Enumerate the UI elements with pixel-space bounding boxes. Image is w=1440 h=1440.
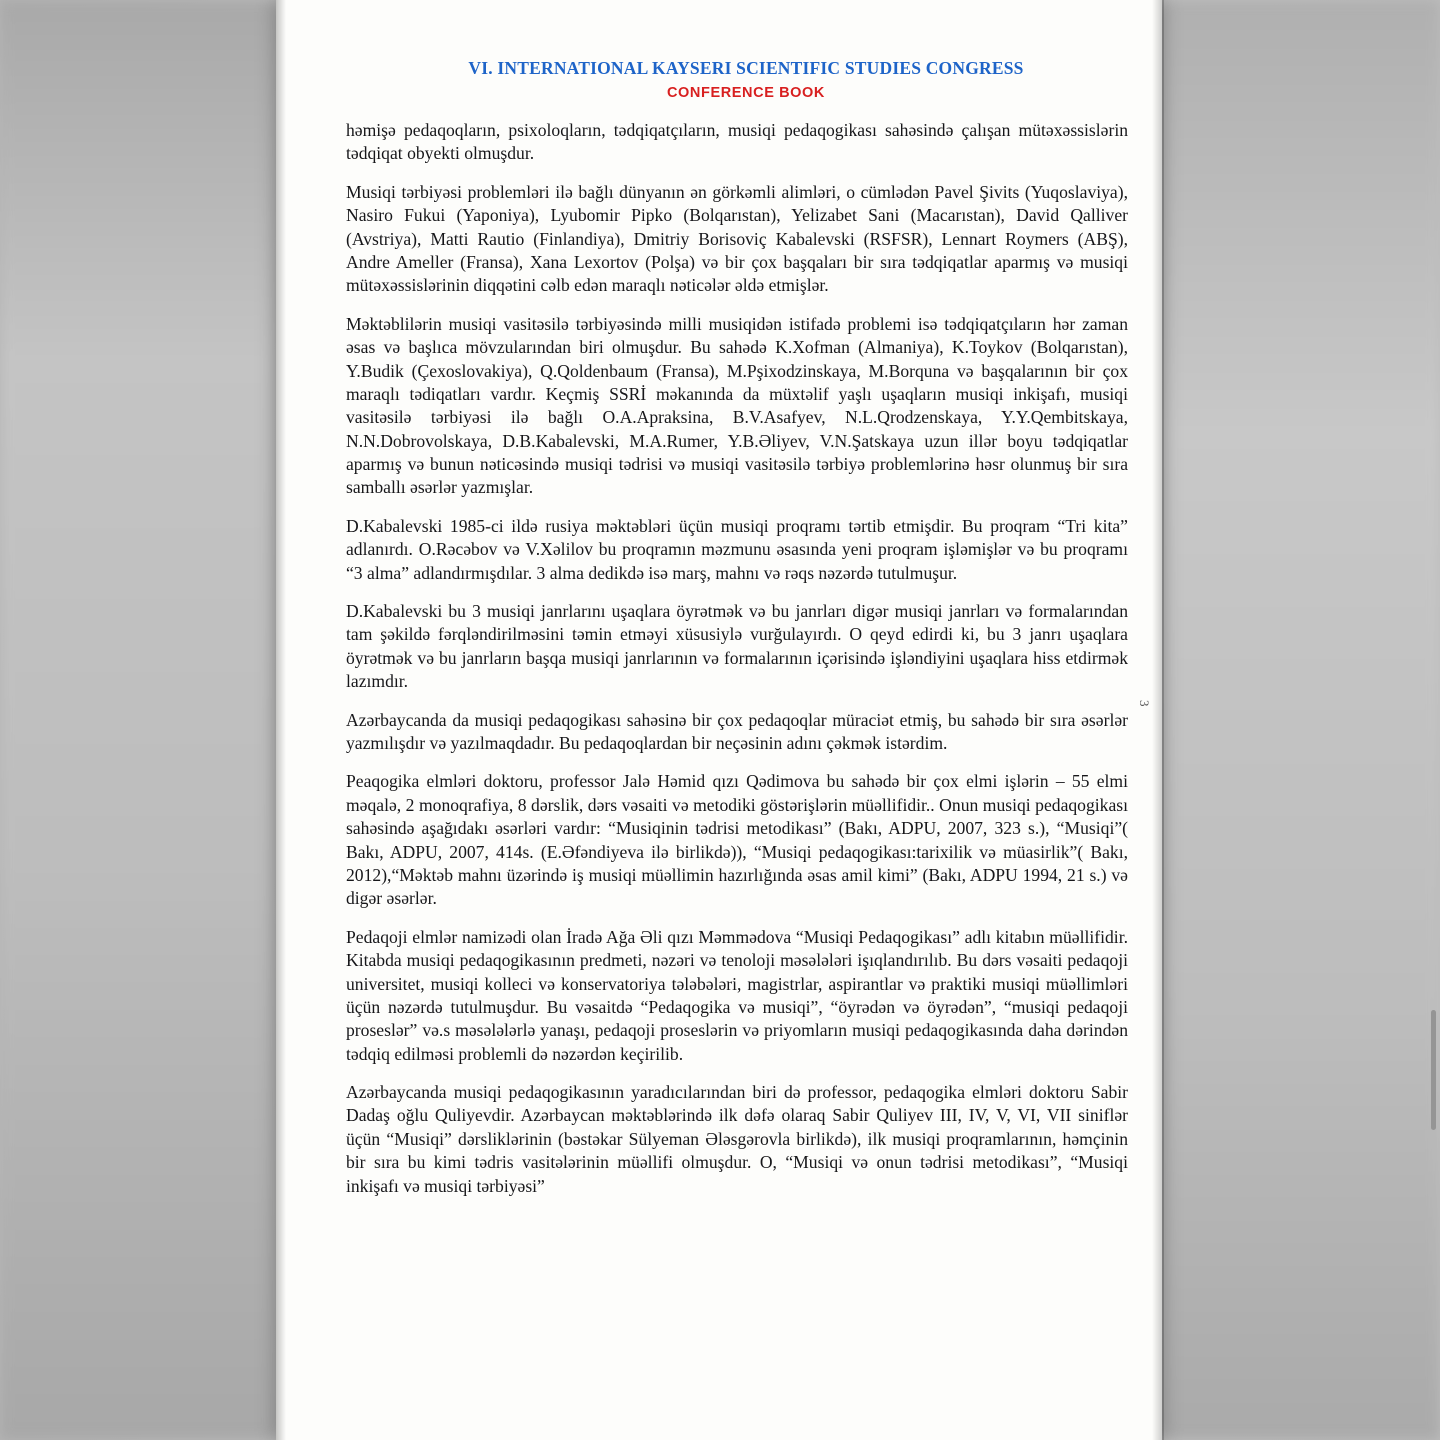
- page-shadow-right: [1152, 0, 1164, 1440]
- paragraph: Peaqogika elmləri doktoru, professor Jalə Həmid qızı Qədimova bu sahədə bir çox elmi işlərin – 55 elmi məqalə, 2 monoqrafiya, 8 dərslik, dərs vəsaiti və metodiki göstərişlərin müəllifidir.. Onun musiqi pedaqogikası sahəsində aşağıdakı əsərləri vardır: “Musiqinin tədrisi metodikası” (Bakı, ADPU, 2007, 323 s.), “Musiqi”( Bakı, ADPU, 2007, 414s. (E.Əfəndiyeva ilə birlikdə)), “Musiqi pedaqogikası:tarixilik və müasirlik”( Bakı, 2012),“Məktəb mahnı üzərində iş musiqi müəllimin hazırlığında əsas amil kimi” (Bakı, ADPU 1994, 21 s.) və digər əsərlər.: [346, 771, 1128, 909]
- background-left: [0, 0, 276, 1440]
- paragraph: Musiqi tərbiyəsi problemləri ilə bağlı dünyanın ən görkəmli alimləri, o cümlədən Pavel Şivits (Yuqoslaviya), Nasiro Fukui (Yaponiya), Lyubomir Pipko (Bolqarıstan), Yelizabet Sani (Macarıstan), David Qalliver (Avstriya), Matti Rautio (Finlandiya), Dmitriy Borisoviç Kabalevski (RSFSR), Lennart Roymers (ABŞ), Andre Ameller (Fransa), Xana Lexortov (Polşa) və bir çox başqaları bir sıra tədqiqatlar aparmış və musiqi mütəxəssislərinin diqqətini cəlb edən maraqlı nəticələr əldə etmişlər.: [346, 181, 1128, 296]
- page-header: [346, 0, 1146, 101]
- conference-book-label: CONFERENCE BOOK: [666, 85, 826, 101]
- paragraph: Məktəblilərin musiqi vasitəsilə tərbiyəsində milli musiqidən istifadə problemi isə tədqiqatçıların hər zaman əsas və başlıca mövzularından biri olmuşdur. Bu sahədə K.Xofman (Almaniya), K.Toykov (Bolqarıstan), Y.Budik (Çexoslovakiya), Q.Qoldenbaum (Fransa), M.Pşixodzinskaya, M.Borquna və başqalarının bir çox maraqlı tədiqatları vardır. Keçmiş SSRİ məkanında da müxtəlif yaşlı uşaqların musiqi inkişafı, musiqi vasitəsilə tərbiyəsi ilə bağlı O.A.Apraksina, B.V.Asafyev, N.L.Qrodzenskaya, Y.Y.Qembitskaya, N.N.Dobrovolskaya, D.B.Kabalevski, M.A.Rumer, Y.B.Əliyev, V.N.Şatskaya uzun illər boyu tədqiqatlar aparmış və bunun nəticəsində musiqi tədrisi və musiqi vasitəsilə tərbiyə problemlərinə həsr olunmuş bir sıra samballı əsərlər yazmışlar.: [346, 313, 1128, 498]
- page-number: 3: [1137, 700, 1152, 707]
- congress-title: VI. INTERNATIONAL KAYSERI SCIENTIFIC STUDIES CONGRESS: [468, 58, 1024, 78]
- page-shadow-left: [276, 0, 286, 1440]
- paragraph: həmişə pedaqoqların, psixoloqların, tədqiqatçıların, musiqi pedaqogikası sahəsində çalışan mütəxəssislərin tədqiqat obyekti olmuşdur.: [346, 120, 1128, 164]
- paragraph: Azərbaycanda da musiqi pedaqogikası sahəsinə bir çox pedaqoqlar müraciət etmiş, bu sahədə bir sıra əsərlər yazmılışdır və yazılmaqdadır. Bu pedaqoqlardan bir neçəsinin adını çəkmək istərdim.: [346, 709, 1128, 753]
- paragraph: D.Kabalevski bu 3 musiqi janrlarını uşaqlara öyrətmək və bu janrları digər musiqi janrları və formalarından tam şəkildə fərqləndirilməsini təmin etməyi xüsusiylə vurğulayırdı. O qeyd edirdi ki, bu 3 janrı uşaqlara öyrətmək və bu janrların başqa musiqi janrlarının və formalarının içərisində işləndiyini uşaqlara hiss etdirmək lazımdır.: [346, 601, 1128, 692]
- paragraph: Azərbaycanda musiqi pedaqogikasının yaradıcılarından biri də professor, pedaqogika elmləri doktoru Sabir Dadaş oğlu Quliyevdir. Azərbaycan məktəblərində ilk dəfə olaraq Sabir Quliyev III, IV, V, VI, VII siniflər üçün “Musiqi” dərsliklərinin (bəstəkar Sülyeman Ələsgərovla birlikdə), ilk musiqi proqramlarının, həmçinin bir sıra bu kimi tədris vasitələrinin müəllifi olmuşdur. O, “Musiqi və onun tədrisi metodikası”, “Musiqi inkişafı və musiqi tərbiyəsi”: [346, 1082, 1128, 1196]
- paragraph: Pedaqoji elmlər namizədi olan İradə Ağa Əli qızı Məmmədova “Musiqi Pedaqogikası” adlı kitabın müəllifidir. Kitabda musiqi pedaqogikasının predmeti, nəzəri və tenoloji məsələləri işıqlandırılıb. Bu dərs vəsaiti pedaqoji universitet, musiqi kolleci və konservatoriya tələbələri, magistrlar, aspirantlar və praktiki musiqi müəllimləri üçün nəzərdə tutulmuşdur. Bu vəsaitdə “Pedaqogika və musiqi”, “öyrədən və öyrədən”, “musiqi pedaqoji proseslər” və.s məsələlərlə yanaşı, pedaqoji proseslərin və priyomların musiqi pedaqogikasında daha dərindən tədqiq edilməsi problemli də nəzərdən keçirilib.: [346, 926, 1128, 1064]
- paragraph: D.Kabalevski 1985-ci ildə rusiya məktəbləri üçün musiqi proqramı tərtib etmişdir. Bu proqram “Tri kita” adlanırdı. O.Rəcəbov və V.Xəlilov bu proqramın məzmunu əsasında yeni proqram işləmişlər və bu proqramı “3 alma” adlandırmışdılar. 3 alma dedikdə isə marş, mahnı və rəqs nəzərdə tutulmuşur.: [346, 515, 1128, 583]
- document-page: [276, 0, 1162, 1440]
- scrollbar-track[interactable]: [1430, 0, 1436, 1440]
- background-right: [1162, 0, 1440, 1440]
- scrollbar-thumb[interactable]: [1431, 1010, 1436, 1130]
- document-body: [346, 119, 1146, 1198]
